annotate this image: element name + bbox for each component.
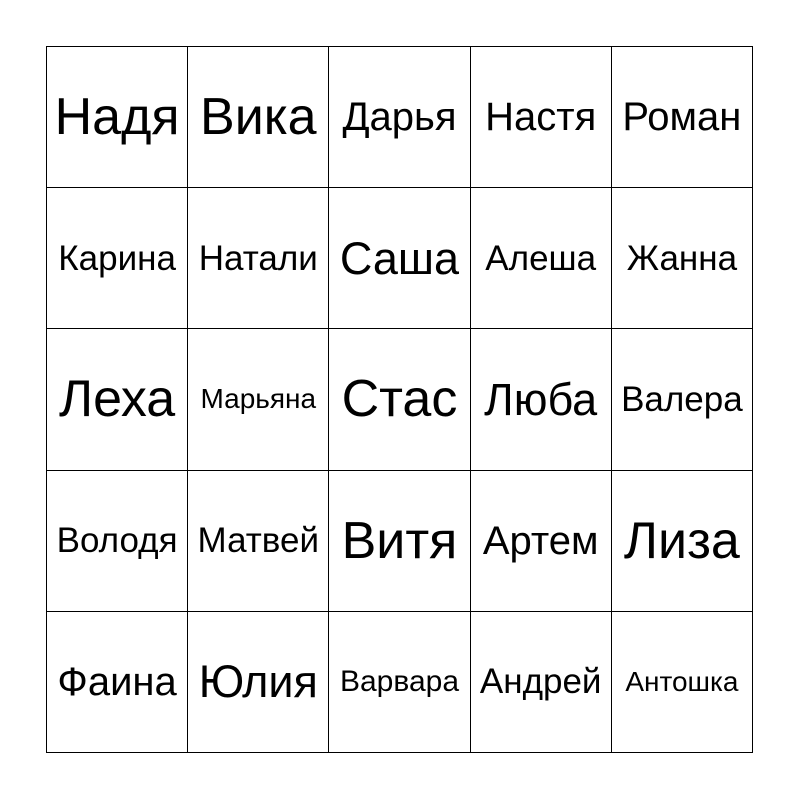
bingo-cell[interactable]	[47, 471, 188, 612]
bingo-cell[interactable]	[471, 188, 612, 329]
cell-label: Люба	[484, 373, 598, 425]
bingo-cell[interactable]	[329, 471, 470, 612]
cell-label: Дарья	[342, 95, 457, 140]
bingo-cell[interactable]	[471, 471, 612, 612]
bingo-cell[interactable]	[47, 612, 188, 753]
cell-label: Натали	[198, 238, 318, 278]
bingo-cell[interactable]	[612, 188, 753, 329]
cell-label: Вика	[200, 88, 317, 147]
bingo-cell[interactable]	[329, 47, 470, 188]
bingo-cell[interactable]	[612, 471, 753, 612]
cell-label: Матвей	[197, 521, 320, 561]
bingo-cell[interactable]	[329, 612, 470, 753]
cell-label: Витя	[341, 511, 458, 570]
bingo-cell[interactable]	[47, 47, 188, 188]
cell-label: Настя	[485, 95, 597, 140]
bingo-cell[interactable]	[188, 47, 329, 188]
cell-label: Артем	[482, 518, 599, 563]
bingo-cell[interactable]	[329, 188, 470, 329]
bingo-cell[interactable]	[47, 188, 188, 329]
bingo-cell[interactable]	[329, 329, 470, 470]
cell-label: Фаина	[57, 659, 177, 704]
bingo-cell[interactable]	[47, 329, 188, 470]
bingo-cell[interactable]	[188, 188, 329, 329]
cell-label: Роман	[622, 95, 742, 140]
bingo-cell[interactable]	[612, 329, 753, 470]
cell-label: Стас	[341, 370, 458, 429]
bingo-cell[interactable]	[188, 612, 329, 753]
bingo-cell[interactable]	[471, 47, 612, 188]
cell-label: Саша	[339, 232, 460, 284]
cell-label: Лиза	[623, 511, 740, 570]
bingo-board	[46, 46, 753, 753]
bingo-cell[interactable]	[188, 329, 329, 470]
bingo-cell[interactable]	[471, 329, 612, 470]
bingo-cell[interactable]	[612, 47, 753, 188]
cell-label: Жанна	[626, 238, 738, 278]
cell-label: Надя	[54, 88, 180, 147]
cell-label: Варвара	[339, 664, 460, 698]
cell-label: Алеша	[485, 238, 597, 278]
cell-label: Антошка	[625, 665, 739, 697]
cell-label: Володя	[56, 521, 178, 561]
cell-label: Юлия	[198, 656, 318, 708]
bingo-cell[interactable]	[471, 612, 612, 753]
cell-label: Андрей	[479, 662, 602, 702]
bingo-cell[interactable]	[188, 471, 329, 612]
bingo-cell[interactable]	[612, 612, 753, 753]
cell-label: Марьяна	[200, 383, 317, 415]
cell-label: Карина	[58, 238, 176, 278]
cell-label: Леха	[58, 370, 176, 429]
cell-label: Валера	[621, 379, 743, 419]
